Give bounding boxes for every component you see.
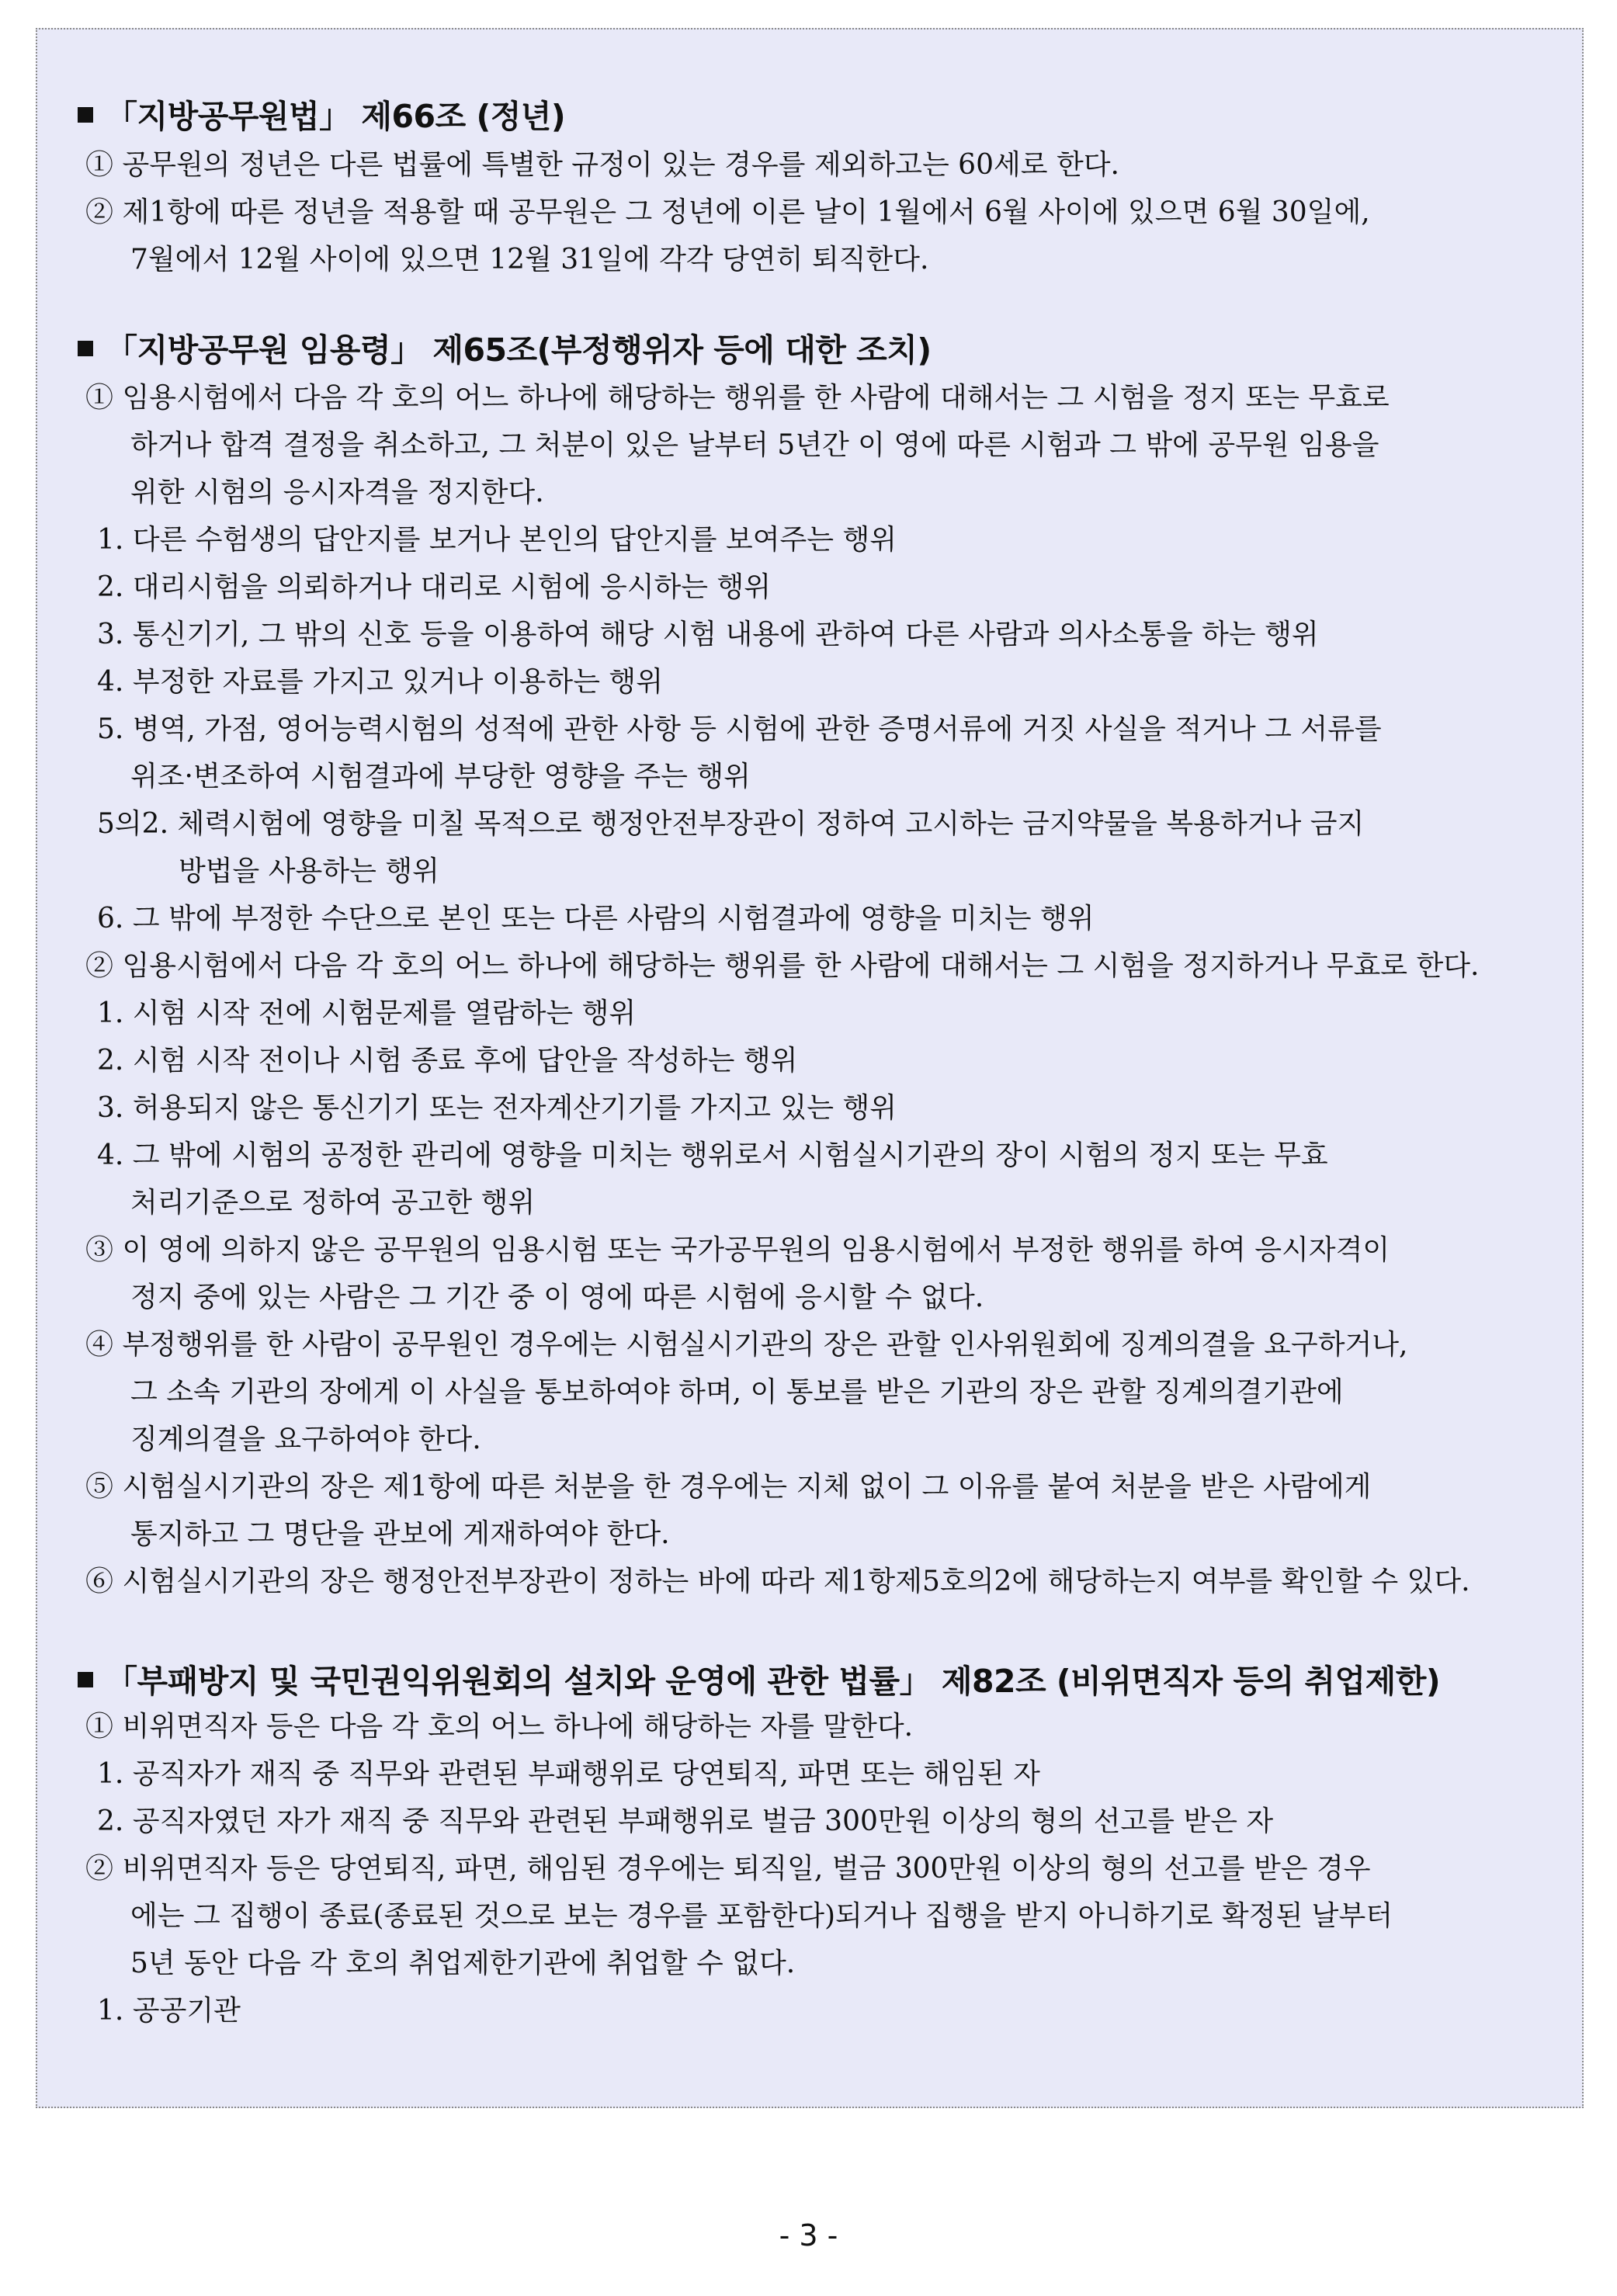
- text-line: ② 비위면직자 등은 당연퇴직, 파면, 해임된 경우에는 퇴직일, 벌금 300만원 이상의 형의 선고를 받은 경우: [85, 1853, 1371, 1885]
- text-line: 2. 대리시험을 의뢰하거나 대리로 시험에 응시하는 행위: [97, 571, 772, 603]
- text-line: ⑥ 시험실시기관의 장은 행정안전부장관이 정하는 바에 따라 제1항제5호의2에 해당하는지 여부를 확인할 수 있다.: [85, 1566, 1470, 1597]
- text-line: 징계의결을 요구하여야 한다.: [130, 1424, 481, 1455]
- text-line: 1. 시험 시작 전에 시험문제를 열람하는 행위: [97, 997, 637, 1029]
- text-line: 하거나 합격 결정을 취소하고, 그 처분이 있은 날부터 5년간 이 영에 따른 시험과 그 밖에 공무원 임용을: [130, 429, 1379, 461]
- square-bullet-icon: [78, 1672, 93, 1687]
- text-line: 정지 중에 있는 사람은 그 기간 중 이 영에 따른 시험에 응시할 수 없다.: [130, 1282, 984, 1313]
- text-line: 5의2. 체력시험에 영향을 미칠 목적으로 행정안전부장관이 정하여 고시하는 금지약물을 복용하거나 금지: [97, 808, 1365, 840]
- text-line: 통지하고 그 명단을 관보에 게재하여야 한다.: [130, 1518, 670, 1550]
- text-line: 4. 그 밖에 시험의 공정한 관리에 영향을 미치는 행위로서 시험실시기관의 장이 시험의 정지 또는 무효: [97, 1139, 1328, 1171]
- text-line: 4. 부정한 자료를 가지고 있거나 이용하는 행위: [97, 666, 663, 698]
- square-bullet-icon: [78, 107, 93, 123]
- text-line: 1. 공직자가 재직 중 직무와 관련된 부패행위로 당연퇴직, 파면 또는 해임된 자: [97, 1758, 1040, 1790]
- text-line: 방법을 사용하는 행위: [179, 855, 439, 887]
- text-line: 위한 시험의 응시자격을 정지한다.: [130, 477, 544, 508]
- text-line: ③ 이 영에 의하지 않은 공무원의 임용시험 또는 국가공무원의 임용시험에서 부정한 행위를 하여 응시자격이: [85, 1234, 1390, 1266]
- text-line: 1. 공공기관: [97, 1995, 241, 2027]
- text-line: 에는 그 집행이 종료(종료된 것으로 보는 경우를 포함한다)되거나 집행을 받지 아니하기로 확정된 날부터: [130, 1900, 1393, 1932]
- text-line: 1. 다른 수험생의 답안지를 보거나 본인의 답안지를 보여주는 행위: [97, 524, 897, 556]
- section-title: 「지방공무원법」 제66조 (정년): [78, 91, 565, 137]
- text-line: 그 소속 기관의 장에게 이 사실을 통보하여야 하며, 이 통보를 받은 기관의 장은 관할 징계의결기관에: [130, 1376, 1344, 1408]
- text-line: ① 임용시험에서 다음 각 호의 어느 하나에 해당하는 행위를 한 사람에 대해서는 그 시험을 정지 또는 무효로: [85, 382, 1390, 414]
- page-number: - 3 -: [779, 2218, 838, 2253]
- text-line: 5. 병역, 가점, 영어능력시험의 성적에 관한 사항 등 시험에 관한 증명서류에 거짓 사실을 적거나 그 서류를: [97, 713, 1382, 745]
- square-bullet-icon: [78, 341, 93, 356]
- text-line: 2. 공직자였던 자가 재직 중 직무와 관련된 부패행위로 벌금 300만원 이상의 형의 선고를 받은 자: [97, 1805, 1274, 1837]
- text-line: 3. 허용되지 않은 통신기기 또는 전자계산기기를 가지고 있는 행위: [97, 1092, 897, 1124]
- text-line: ① 공무원의 정년은 다른 법률에 특별한 규정이 있는 경우를 제외하고는 60세로 한다.: [85, 149, 1119, 181]
- text-line: 6. 그 밖에 부정한 수단으로 본인 또는 다른 사람의 시험결과에 영향을 미치는 행위: [97, 903, 1095, 935]
- section-title: 「지방공무원 임용령」 제65조(부정행위자 등에 대한 조치): [78, 324, 932, 370]
- text-line: 위조·변조하여 시험결과에 부당한 영향을 주는 행위: [130, 761, 751, 793]
- text-line: ④ 부정행위를 한 사람이 공무원인 경우에는 시험실시기관의 장은 관할 인사위원회에 징계의결을 요구하거나,: [85, 1329, 1408, 1361]
- text-line: 처리기준으로 정하여 공고한 행위: [130, 1187, 536, 1219]
- text-line: ⑤ 시험실시기관의 장은 제1항에 따른 처분을 한 경우에는 지체 없이 그 이유를 붙여 처분을 받은 사람에게: [85, 1471, 1372, 1503]
- text-line: 3. 통신기기, 그 밖의 신호 등을 이용하여 해당 시험 내용에 관하여 다른 사람과 의사소통을 하는 행위: [97, 619, 1319, 650]
- text-line: ② 임용시험에서 다음 각 호의 어느 하나에 해당하는 행위를 한 사람에 대해서는 그 시험을 정지하거나 무효로 한다.: [85, 950, 1480, 982]
- text-line: ① 비위면직자 등은 다음 각 호의 어느 하나에 해당하는 자를 말한다.: [85, 1711, 914, 1743]
- section-title: 「부패방지 및 국민권익위원회의 설치와 운영에 관한 법률」 제82조 (비위면직자 등의 취업제한): [78, 1656, 1440, 1701]
- text-line: 7월에서 12월 사이에 있으면 12월 31일에 각각 당연히 퇴직한다.: [130, 244, 929, 276]
- text-line: ② 제1항에 따른 정년을 적용할 때 공무원은 그 정년에 이른 날이 1월에서 6월 사이에 있으면 6월 30일에,: [85, 196, 1370, 228]
- text-line: 2. 시험 시작 전이나 시험 종료 후에 답안을 작성하는 행위: [97, 1045, 798, 1077]
- text-line: 5년 동안 다음 각 호의 취업제한기관에 취업할 수 없다.: [130, 1947, 796, 1979]
